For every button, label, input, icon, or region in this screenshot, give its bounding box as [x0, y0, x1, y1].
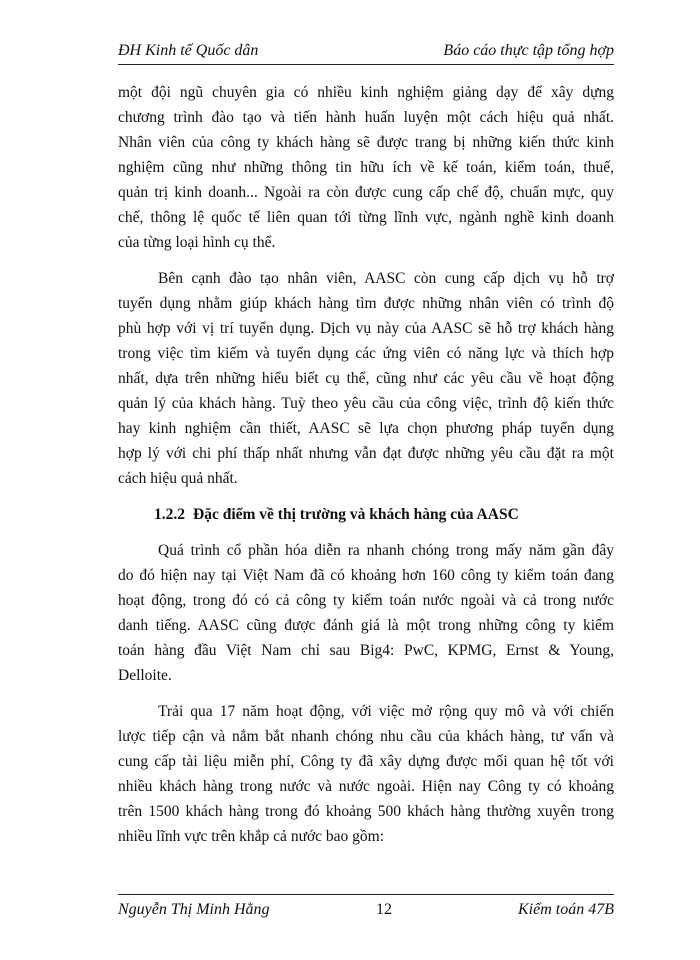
- text-line: hay kinh nghiệm cần thiết, AASC sẽ lựa chọn phương pháp tuyển dụng: [118, 420, 614, 437]
- page-footer: [118, 894, 614, 925]
- footer-class: Kiểm toán 47B: [518, 901, 614, 918]
- text-line: hoạt động, trong đó có cả công ty kiểm toán nước ngoài và cả trong nước: [118, 592, 614, 609]
- page-header: [118, 42, 614, 65]
- text-line: toán hàng đầu Việt Nam chỉ sau Big4: PwC, KPMG, Ernst & Young,: [118, 642, 614, 659]
- text-line: Delloite.: [118, 667, 172, 684]
- text-line: cách hiệu quả nhất.: [118, 470, 238, 487]
- header-report-title: Báo cáo thực tập tổng hợp: [443, 42, 614, 59]
- text-line: do đó hiện nay tại Việt Nam đã có khoảng hơn 160 công ty kiểm toán đang: [118, 567, 614, 584]
- text-line: tuyển dụng nhằm giúp khách hàng tìm được những nhân viên có trình độ: [118, 295, 614, 312]
- text-line: Nhân viên của công ty khách hàng sẽ được trang bị những kiến thức kinh: [118, 134, 614, 151]
- text-line: Quá trình cổ phần hóa diễn ra nhanh chóng trong mấy năm gần đây: [158, 542, 614, 559]
- text-line: chế, thông lệ quốc tế liên quan tới từng lĩnh vực, ngành nghề kinh doanh: [118, 209, 614, 226]
- paragraph-recruitment: [118, 266, 614, 491]
- text-line: phù hợp với vị trí tuyển dụng. Dịch vụ này của AASC sẽ hỗ trợ khách hàng: [118, 320, 614, 337]
- footer-author: Nguyễn Thị Minh Hằng: [118, 901, 270, 918]
- section-heading: [118, 502, 614, 527]
- text-line: nghiệm cũng như những thông tin hữu ích về kế toán, kiểm toán, thuế,: [118, 159, 614, 176]
- text-line: Trải qua 17 năm hoạt động, với việc mở rộng quy mô và với chiến: [158, 703, 614, 720]
- text-line: danh tiếng. AASC cũng được đánh giá là một trong những công ty kiểm: [118, 617, 614, 634]
- text-line: nhất, dựa trên những hiểu biết cụ thể, cũng như các yêu cầu về hoạt động: [118, 370, 614, 387]
- text-line: một đội ngũ chuyên gia có nhiều kinh nghiệm giảng dạy để xây dựng: [118, 84, 614, 101]
- document-body: [118, 80, 614, 849]
- text-line: trong việc tìm kiếm và tuyển dụng các ứng viên có năng lực và thích hợp: [118, 345, 614, 362]
- text-line: chương trình đào tạo và tiến hành huấn luyện một cách hiệu quả nhất.: [118, 109, 614, 126]
- paragraph-clients: [118, 699, 614, 849]
- text-line: nhiều khách hàng trong nước và nước ngoài. Hiện nay Công ty có khoảng: [118, 778, 614, 795]
- section-number: 1.2.2: [154, 506, 185, 523]
- text-line: cung cấp tài liệu miễn phí, Công ty đã xây dựng được mối quan hệ tốt với: [118, 753, 614, 770]
- text-line: quản trị kinh doanh... Ngoài ra còn được cung cấp chế độ, chuẩn mực, quy: [118, 184, 614, 201]
- text-line: hợp lý với chi phí thấp nhất nhưng vẫn đạt được những yêu cầu đặt ra một: [118, 445, 614, 462]
- text-line: nhiều lĩnh vực trên khắp cả nước bao gồm:: [118, 828, 385, 845]
- paragraph-training: [118, 80, 614, 255]
- text-line: quản lý của khách hàng. Tuỳ theo yêu cầu của công việc, trình độ kiến thức: [118, 395, 614, 412]
- paragraph-market: [118, 538, 614, 688]
- text-line: của từng loại hình cụ thể.: [118, 234, 276, 251]
- section-title: Đặc điểm về thị trường và khách hàng của AASC: [193, 506, 519, 523]
- header-university: ĐH Kinh tế Quốc dân: [118, 42, 259, 59]
- text-line: Bên cạnh đào tạo nhân viên, AASC còn cung cấp dịch vụ hỗ trợ: [158, 270, 614, 287]
- page-number: 12: [376, 901, 392, 918]
- text-line: trên 1500 khách hàng trong đó khoảng 500 khách hàng thường xuyên trong: [118, 803, 614, 820]
- text-line: lược tiếp cận và nắm bắt nhanh chóng nhu cầu của khách hàng, tư vấn và: [118, 728, 614, 745]
